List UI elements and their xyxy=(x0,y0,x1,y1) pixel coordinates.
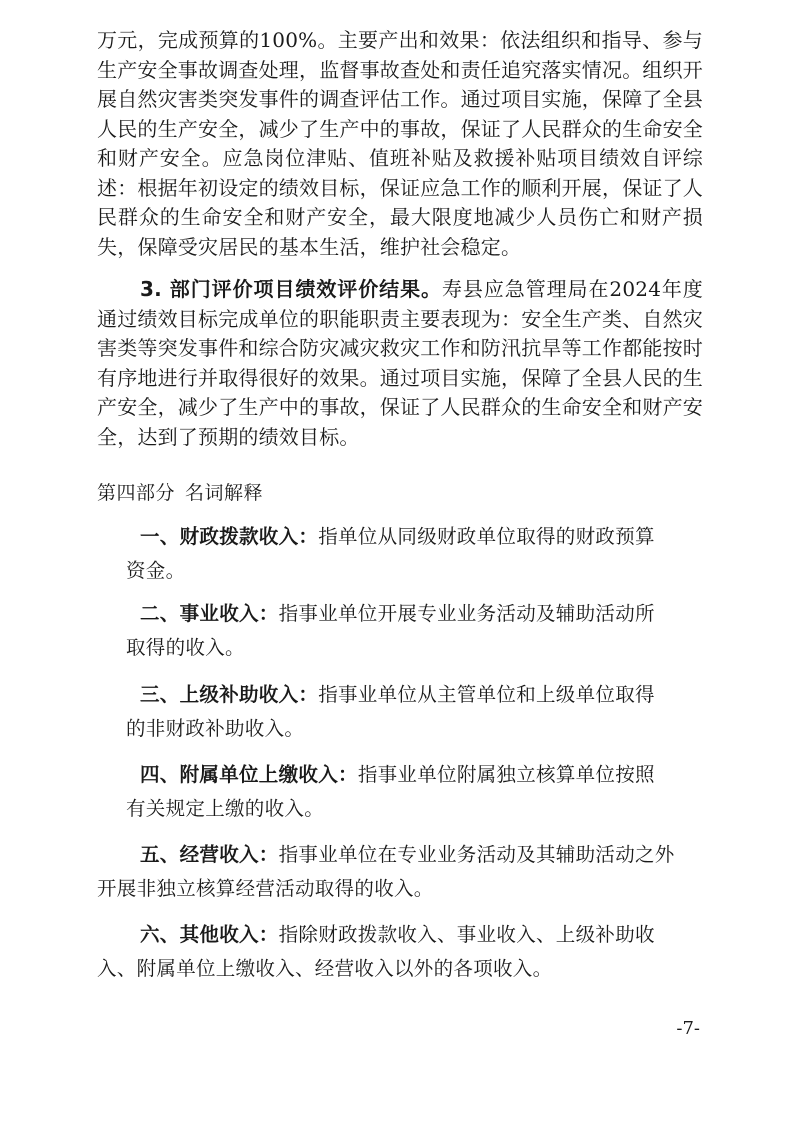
definition-text: 指事业单位开展专业业务活动及辅助活动所 xyxy=(278,602,655,625)
definition-term: 一、财政拨款收入： xyxy=(140,525,319,548)
evaluation-paragraph xyxy=(97,275,703,452)
definition-term: 五、经营收入： xyxy=(140,843,279,866)
definition-text-continued: 取得的收入。 xyxy=(126,636,245,659)
definition-text: 指除财政拨款收入、事业收入、上级补助收 xyxy=(278,923,655,946)
definition-text: 指事业单位从主管单位和上级单位取得 xyxy=(318,683,655,706)
definition-item xyxy=(126,678,708,746)
definition-item xyxy=(126,520,708,588)
page-number: -7- xyxy=(676,1018,700,1039)
definition-item xyxy=(126,597,708,665)
definition-item xyxy=(126,758,708,826)
definition-item xyxy=(97,838,708,906)
section-heading xyxy=(97,478,697,508)
definition-term: 二、事业收入： xyxy=(140,602,279,625)
definition-text-continued: 资金。 xyxy=(126,559,186,582)
section-title: 名词解释 xyxy=(185,482,264,504)
definition-text: 指事业单位附属独立核算单位按照 xyxy=(357,763,655,786)
definition-text-continued: 开展非独立核算经营活动取得的收入。 xyxy=(97,877,434,900)
definition-text-continued: 的非财政补助收入。 xyxy=(126,717,305,740)
definition-text-continued: 入、附属单位上缴收入、经营收入以外的各项收入。 xyxy=(97,957,553,980)
evaluation-heading: 3. 部门评价项目绩效评价结果。 xyxy=(140,277,442,301)
definition-term: 四、附属单位上缴收入： xyxy=(140,763,358,786)
definition-term: 三、上级补助收入： xyxy=(140,683,319,706)
definition-term: 六、其他收入： xyxy=(140,923,279,946)
intro-paragraph: 万元，完成预算的100%。主要产出和效果：依法组织和指导、参与生产安全事故调查处理，监督事故查处和责任追究落实情况。组织开展自然灾害类突发事件的调查评估工作。通过项目实施，保障了全县人民的生产安全，减少了生产中的事故，保证了人民群众的生命安全和财产安全。应急岗位津贴、值班补贴及救援补贴项目绩效自评综述：根据年初设定的绩效目标，保证应急工作的顺利开展，保证了人民群众的生命安全和财产安全，最大限度地减少人员伤亡和财产损失，保障受灾居民的基本生活，维护社会稳定。 xyxy=(97,28,703,259)
definition-text: 指事业单位在专业业务活动及其辅助活动之外 xyxy=(278,843,675,866)
section-number: 第四部分 xyxy=(97,482,176,504)
evaluation-body: 寿县应急管理局在2024年度通过绩效目标完成单位的职能职责主要表现为：安全生产类、自然灾害类等突发事件和综合防灾减灾救灾工作和防汛抗旱等工作都能按时有序地进行并取得很好的效果。通过项目实施，保障了全县人民的生产安全，减少了生产中的事故，保证了人民群众的生命安全和财产安全，达到了预期的绩效目标。 xyxy=(97,277,703,449)
definition-item xyxy=(97,918,708,986)
definition-text: 指单位从同级财政单位取得的财政预算 xyxy=(318,525,655,548)
definition-text-continued: 有关规定上缴的收入。 xyxy=(126,797,325,820)
